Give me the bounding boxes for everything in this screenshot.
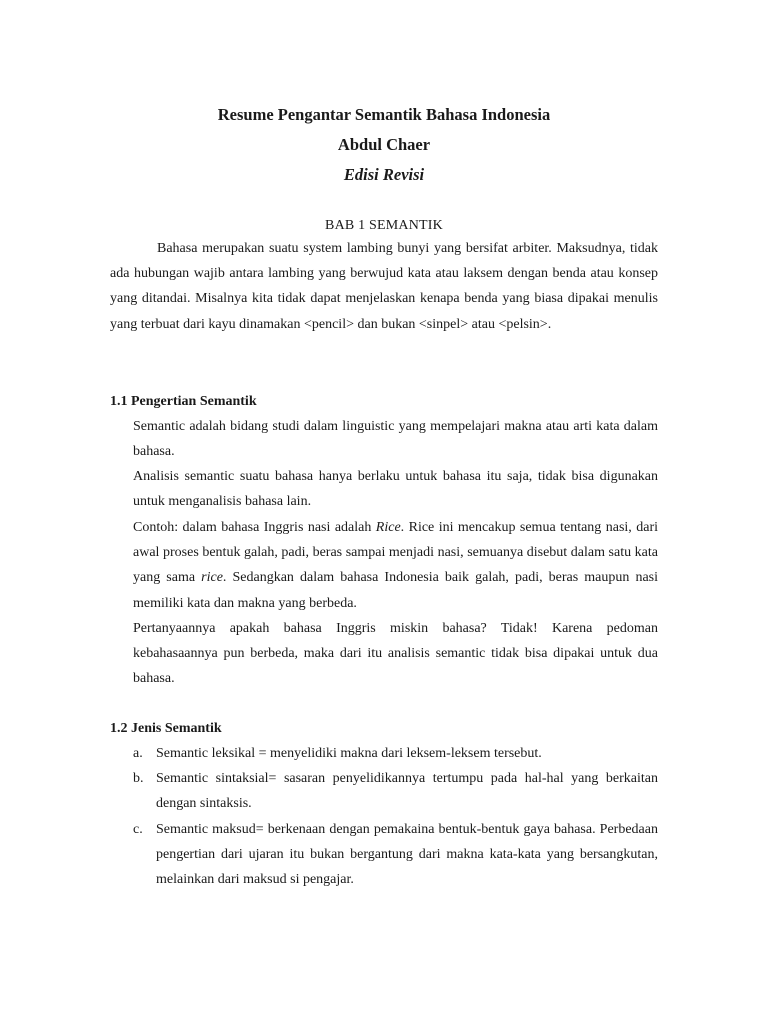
document-author: Abdul Chaer	[337, 135, 431, 154]
title-block	[0, 100, 768, 190]
list-marker: a.	[133, 746, 143, 761]
section-heading-pengertian: 1.1 Pengertian Semantik	[110, 394, 257, 409]
list-marker: b.	[133, 771, 144, 787]
section1-paragraph-definition: Semantic adalah bidang studi dalam linguistic yang mempelajari makna atau arti kata dalam bahasa.	[133, 419, 658, 460]
document-edition: Edisi Revisi	[343, 165, 425, 184]
document-title: Resume Pengantar Semantik Bahasa Indonesia	[217, 105, 551, 124]
list-item-text: Semantic sintaksial= sasaran penyelidikannya tertumpu pada hal-hal yang berkaitan dengan sintaksis.	[156, 771, 658, 812]
section1-paragraph-analysis: Analisis semantic suatu bahasa hanya berlaku untuk bahasa itu saja, tidak bisa digunakan untuk menganalisis bahasa lain.	[133, 469, 658, 510]
example-text-part1: Contoh: dalam bahasa Inggris nasi adalah	[133, 520, 376, 535]
example-text-part3: . Sedangkan dalam bahasa Indonesia baik galah, padi, beras maupun nasi memiliki kata dan makna yang berbeda.	[133, 570, 659, 611]
intro-paragraph: Bahasa merupakan suatu system lambing bunyi yang bersifat arbiter. Maksudnya, tidak ada hubungan wajib antara lambing yang berwujud kata atau laksem dengan benda atau konsep yang ditandai. Misalnya kita tidak dapat menjelaskan kenapa benda yang biasa dipakai menulis yang terbuat dari kayu dinamakan <pencil> dan bukan <sinpel> atau <pelsin>.	[110, 241, 658, 332]
section1-paragraph-example	[133, 515, 658, 616]
section1-paragraph-question: Pertanyaannya apakah bahasa Inggris miskin bahasa? Tidak! Karena pedoman kebahasaannya pun berbeda, maka dari itu analisis semantic tidak bisa dipakai untuk dua bahasa.	[133, 621, 658, 687]
example-text-part2: . Rice ini mencakup semua tentang nasi, dari awal proses bentuk galah, padi, beras sampai menjadi nasi, semuanya disebut dalam satu kata yang sama	[133, 520, 658, 586]
section-heading-jenis: 1.2 Jenis Semantik	[110, 721, 222, 736]
example-italic-rice: Rice	[375, 520, 401, 535]
semantic-types-list	[0, 741, 768, 892]
list-marker: c.	[133, 821, 143, 837]
list-item	[0, 817, 768, 893]
list-item-text: Semantic leksikal = menyelidiki makna dari leksem-leksem tersebut.	[156, 746, 542, 761]
list-item-text: Semantic maksud= berkenaan dengan pemakaina bentuk-bentuk gaya bahasa. Perbedaan pengertian dari ujaran itu bukan bergantung dari makna kata-kata yang bersangkutan, melainkan dari maksud si pengajar.	[156, 821, 658, 888]
chapter-heading: BAB 1 SEMANTIK	[325, 218, 443, 233]
list-item	[0, 766, 768, 816]
example-italic-rice-lower: rice	[201, 570, 223, 586]
list-item	[0, 741, 768, 766]
